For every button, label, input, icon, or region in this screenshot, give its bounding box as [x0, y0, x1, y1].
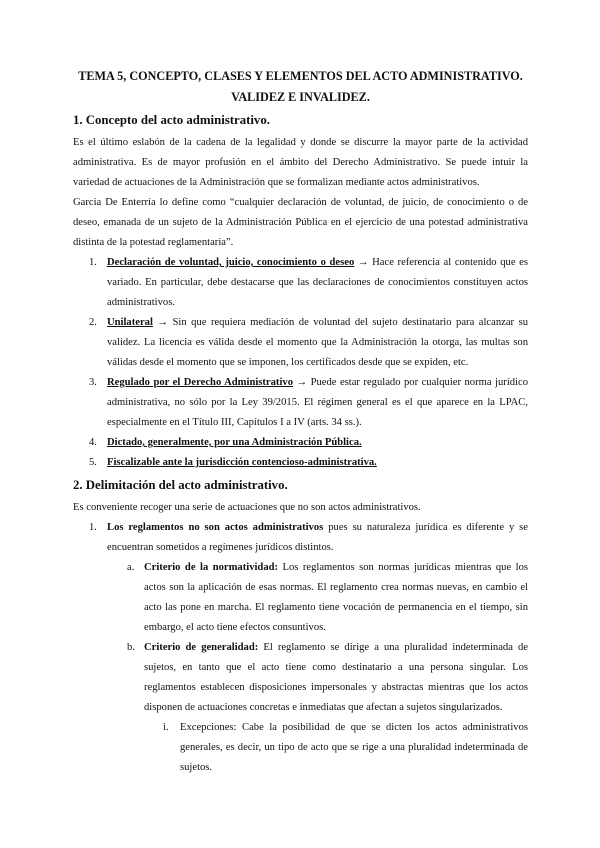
list-item-label: Declaración de voluntad, juicio, conocimiento o deseo [107, 257, 355, 268]
list-item-label: Regulado por el Derecho Administrativo [107, 377, 293, 388]
section-1-paragraph-1: Es el último eslabón de la cadena de la legalidad y donde se discurre la mayor parte de la actividad administrativa. Es de mayor profusión en el ámbito del Derecho Administrativo. Se puede intuir la variedad de actuaciones de la Administración que se formalizan mediante actos administrativos. [73, 137, 528, 188]
list-item [73, 718, 528, 778]
document-title [73, 66, 528, 108]
characteristics-list [73, 253, 528, 473]
list-item [73, 433, 528, 453]
list-item [73, 373, 528, 433]
delimitation-list [73, 518, 528, 558]
list-item-text: Los reglamentos son normas jurídicas mientras que los actos son la aplicación de esas normas. El reglamento crea normas nuevas, en cambio el acto las pone en marcha. El reglamento tiene vocación de permanencia en el tiempo, sin embargo, el acto tiene efectos consuntivos. [144, 562, 528, 633]
list-item-label: Los reglamentos no son actos administrativos [107, 522, 324, 533]
list-item-label: Fiscalizable ante la jurisdicción contencioso-administrativa. [107, 457, 377, 468]
list-number: 3. [89, 377, 97, 388]
list-number: 1. [89, 257, 97, 268]
list-item-text: → Hace referencia al contenido que es variado. En particular, debe destacarse que las declaraciones de conocimientos constituyen actos administrativos. [107, 257, 528, 308]
criteria-list [73, 558, 528, 718]
section-1-heading: 1. Concepto del acto administrativo. [73, 113, 270, 127]
list-item [73, 253, 528, 313]
list-item [73, 453, 528, 473]
list-number: 4. [89, 437, 97, 448]
title-line-2: VALIDEZ E INVALIDEZ. [231, 90, 370, 104]
list-item [73, 518, 528, 558]
section-2-heading: 2. Delimitación del acto administrativo. [73, 478, 288, 492]
list-item-text: Excepciones: Cabe la posibilidad de que se dicten los actos administrativos generales, es decir, un tipo de acto que se rige a una pluralidad indeterminada de sujetos. [180, 722, 528, 773]
list-item-text: → Sin que requiera mediación de voluntad del sujeto destinatario para alcanzar su validez. La licencia es válida desde el momento que la Administración la otorga, las multas son válidas desde el momento que se imponen, los certificados desde que se expiden, etc. [107, 317, 528, 368]
list-item [73, 558, 528, 638]
section-2-paragraph-1: Es conveniente recoger una serie de actuaciones que no son actos administrativos. [73, 502, 421, 513]
list-number: 5. [89, 457, 97, 468]
list-item-label: Unilateral [107, 317, 153, 328]
title-line-1: TEMA 5, CONCEPTO, CLASES Y ELEMENTOS DEL ACTO ADMINISTRATIVO. [78, 69, 523, 83]
list-number: 1. [89, 522, 97, 533]
list-item [73, 313, 528, 373]
list-item-text: pues su naturaleza jurídica es diferente y se encuentran sometidos a regímenes jurídicos distintos. [107, 522, 528, 553]
list-item-label: Dictado, generalmente, por una Administración Pública. [107, 437, 362, 448]
document-page [73, 66, 528, 778]
list-item-label: Criterio de la normatividad: [144, 562, 279, 573]
list-number: 2. [89, 317, 97, 328]
list-number: a. [127, 562, 135, 573]
list-item-label: Criterio de generalidad: [144, 642, 259, 653]
section-1-paragraph-2: García De Enterría lo define como “cualquier declaración de voluntad, de juicio, de conocimiento o de deseo, emanada de un sujeto de la Administración Pública en el ejercicio de una potestad administrativa distinta de la potestad reglamentaria”. [73, 197, 528, 248]
list-number: i. [163, 722, 169, 733]
exceptions-list [73, 718, 528, 778]
list-item-text: El reglamento se dirige a una pluralidad indeterminada de sujetos, en tanto que el acto tiene como destinatario a una persona singular. Los reglamentos establecen disposiciones impersonales y abstractas mientras que los actos disponen de actuaciones concretas e inmediatas que afectan a sujetos singularizados. [144, 642, 528, 713]
list-item-text: → Puede estar regulado por cualquier norma jurídico administrativa, no sólo por la Ley 39/2015. El régimen general es el que aparece en la LPAC, especialmente en el Título III, Capítulos I a IV (arts. 34 ss.). [107, 377, 528, 428]
list-item [73, 638, 528, 718]
list-number: b. [127, 642, 135, 653]
